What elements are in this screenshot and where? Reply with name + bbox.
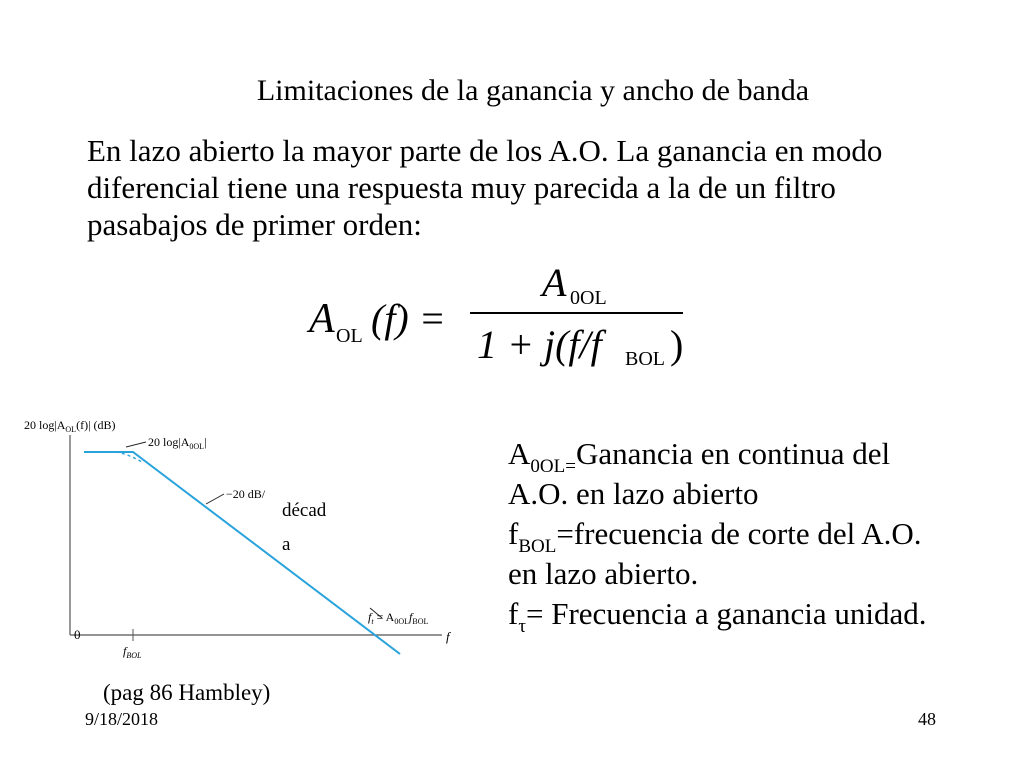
intro-paragraph — [87, 132, 987, 243]
intro-line-2: diferencial tiene una respuesta muy parecida a la de un filtro — [87, 170, 836, 205]
ft-label: $f_t = A_{0OL}f_{BOL}$ — [368, 610, 429, 626]
footer-page-number: 48 — [918, 709, 936, 729]
formula-denominator-main: 1 + j(f/f — [477, 322, 602, 367]
slope-overlay-line-2: a — [282, 534, 291, 555]
formula-lhs-arg: (f) = — [371, 296, 446, 341]
figure-caption: (pag 86 Hambley) — [103, 680, 271, 705]
definition-fbol: $f_{BOL}=frecuencia$ de corte del A.O. — [508, 516, 922, 557]
formula-numerator-sub: 0OL — [570, 287, 607, 309]
intro-line-1: En lazo abierto la mayor parte de los A.O. La ganancia en modo — [87, 133, 883, 168]
slope-label: −20 dB/ — [226, 487, 266, 501]
level-label: 20 $\log|A_{0OL}|$ — [148, 435, 207, 451]
formula-numerator-symbol: A — [542, 262, 567, 305]
slide-title: Limitaciones de la ganancia y ancho de banda — [256, 74, 810, 107]
formula-denominator-close: ) — [670, 322, 684, 367]
formula-denominator-sub: BOL — [625, 348, 665, 370]
bode-plot-figure — [20, 405, 470, 660]
definition-ft: $f_\tau=$ Frecuencia a ganancia unidad. — [508, 596, 927, 637]
definitions-block — [508, 434, 1008, 637]
formula-lhs-sub: OL — [336, 325, 363, 347]
slope-overlay-line-1: décad — [282, 500, 327, 521]
response-curve — [84, 452, 400, 654]
y-axis-label: 20 $\log|A_{OL}(f)|$ (dB) — [24, 418, 116, 434]
level-label-pointer — [126, 442, 146, 447]
formula-lhs-symbol: A — [309, 296, 335, 342]
x-axis-label: f — [446, 629, 450, 644]
zero-tick-label: 0 — [74, 627, 81, 642]
definition-fbol-cont: en lazo abierto. — [508, 556, 699, 591]
slope-label-pointer — [206, 494, 224, 504]
footer-date: 9/18/2018 — [85, 709, 159, 729]
definition-a0ol-cont: A.O. en lazo abierto — [508, 476, 759, 511]
fbol-tick-label: $f_{BOL}$ — [123, 644, 142, 660]
intro-line-3: pasabajos de primer orden: — [87, 207, 422, 242]
transfer-function-formula — [305, 262, 705, 372]
definition-a0ol: $A_{0OL=}Ganancia$ en continua del — [508, 436, 891, 477]
